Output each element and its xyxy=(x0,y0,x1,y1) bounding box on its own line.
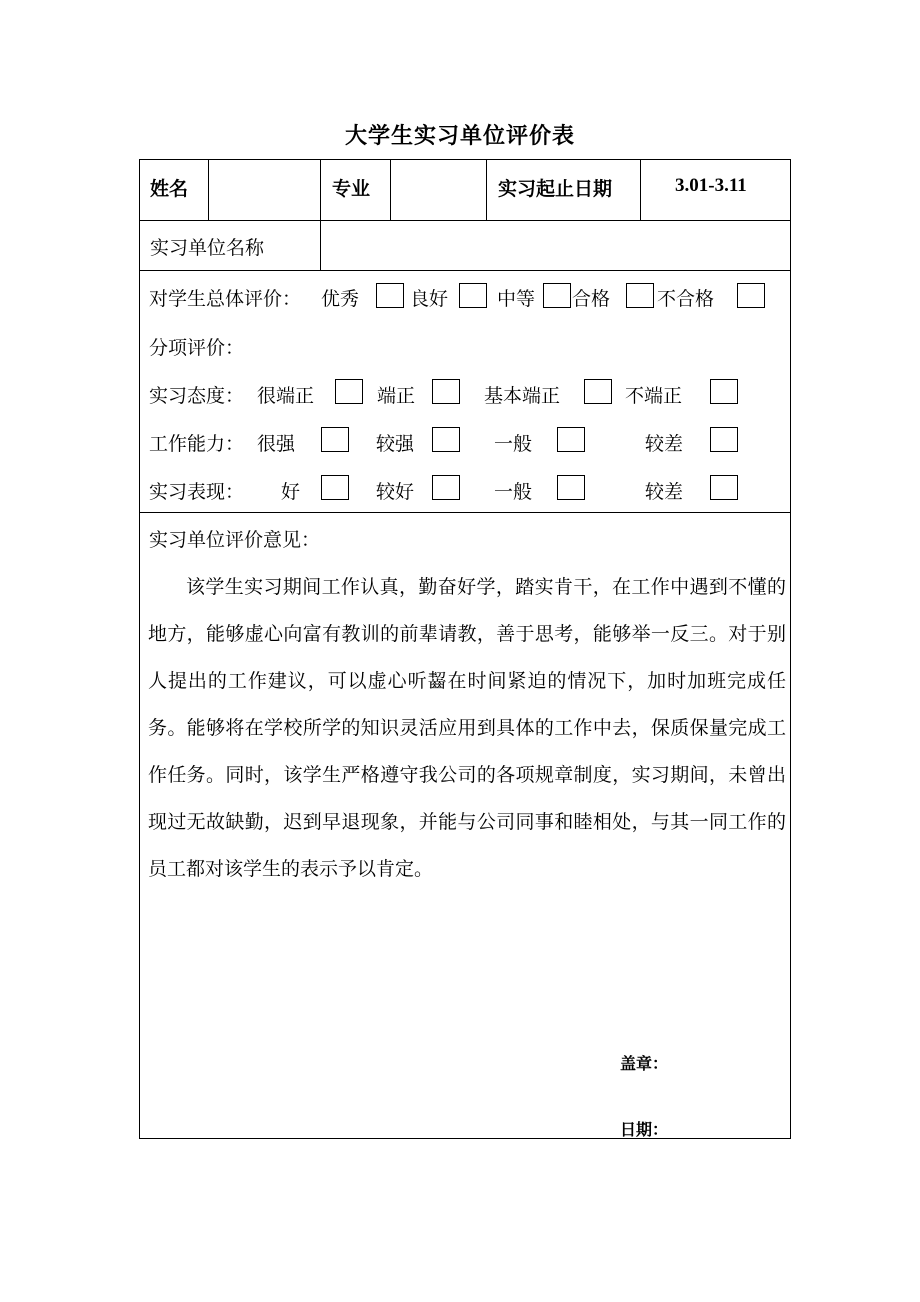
ability-option-strong: 较强 xyxy=(376,433,415,455)
performance-option-good: 好 xyxy=(281,481,301,503)
ability-strong-checkbox[interactable] xyxy=(432,427,460,452)
ability-option-poor: 较差 xyxy=(645,433,684,455)
performance-average-checkbox[interactable] xyxy=(557,475,585,500)
attitude-option-improper: 不端正 xyxy=(625,385,683,407)
attitude-label: 实习态度： xyxy=(149,385,245,407)
period-label: 实习起止日期 xyxy=(498,178,613,200)
performance-fairly-good-checkbox[interactable] xyxy=(432,475,460,500)
period-value: 3.01-3.11 xyxy=(675,175,747,196)
ability-average-checkbox[interactable] xyxy=(557,427,585,452)
ability-option-very-strong: 很强 xyxy=(257,433,296,455)
overall-option-medium: 中等 xyxy=(497,288,536,310)
performance-option-fairly-good: 较好 xyxy=(376,481,415,503)
performance-poor-checkbox[interactable] xyxy=(710,475,738,500)
attitude-basically-proper-checkbox[interactable] xyxy=(584,379,612,404)
major-label: 专业 xyxy=(332,178,371,200)
name-field[interactable] xyxy=(218,174,314,204)
opinion-section xyxy=(140,513,790,1138)
ability-label: 工作能力： xyxy=(149,433,245,455)
ability-very-strong-checkbox[interactable] xyxy=(321,427,349,452)
evaluation-row xyxy=(140,271,790,513)
overall-option-pass: 合格 xyxy=(572,288,611,310)
overall-option-excellent: 优秀 xyxy=(321,288,360,310)
name-label: 姓名 xyxy=(150,178,189,200)
unit-name-field[interactable] xyxy=(330,233,780,261)
overall-good-checkbox[interactable] xyxy=(459,283,487,308)
attitude-option-proper: 端正 xyxy=(377,385,416,407)
ability-option-average: 一般 xyxy=(494,433,533,455)
date-label: 日期： xyxy=(620,1120,669,1139)
unit-name-label: 实习单位名称 xyxy=(150,237,265,259)
unit-row xyxy=(140,221,790,271)
opinion-text: 该学生实习期间工作认真，勤奋好学，踏实肯干，在工作中遇到不懂的地方，能够虚心向富有教训的前辈请教，善于思考，能够举一反三。对于别人提出的工作建议，可以虚心听齧在时间紧迫的情况下，加时加班完成任务。能够将在学校所学的知识灵活应用到具体的工作中去，保质保量完成工作任务。同时，该学生严格遵守我公司的各项规章制度，实习期间，未曾出现过无故缺勤，迟到早退现象，并能与公司同事和睦相处，与其一同工作的员工都对该学生的表示予以肯定。 xyxy=(148,576,786,880)
stamp-label: 盖章： xyxy=(620,1054,669,1073)
overall-excellent-checkbox[interactable] xyxy=(376,283,404,308)
attitude-option-basically-proper: 基本端正 xyxy=(484,385,561,407)
evaluation-form xyxy=(139,159,791,1139)
header-row xyxy=(140,160,790,221)
performance-good-checkbox[interactable] xyxy=(321,475,349,500)
itemized-label: 分项评价： xyxy=(149,337,245,359)
performance-label: 实习表现： xyxy=(149,481,245,503)
performance-option-average: 一般 xyxy=(494,481,533,503)
attitude-proper-checkbox[interactable] xyxy=(432,379,460,404)
major-field[interactable] xyxy=(400,174,480,204)
overall-medium-checkbox[interactable] xyxy=(543,283,571,308)
overall-fail-checkbox[interactable] xyxy=(737,283,765,308)
form-title: 大学生实习单位评价表 xyxy=(344,124,575,149)
overall-option-good: 良好 xyxy=(410,288,449,310)
attitude-improper-checkbox[interactable] xyxy=(710,379,738,404)
performance-option-poor: 较差 xyxy=(645,481,684,503)
ability-poor-checkbox[interactable] xyxy=(710,427,738,452)
attitude-option-very-proper: 很端正 xyxy=(257,385,315,407)
attitude-very-proper-checkbox[interactable] xyxy=(335,379,363,404)
overall-pass-checkbox[interactable] xyxy=(626,283,654,308)
opinion-label: 实习单位评价意见： xyxy=(149,529,321,551)
overall-option-fail: 不合格 xyxy=(657,288,715,310)
overall-label: 对学生总体评价： xyxy=(149,288,302,310)
